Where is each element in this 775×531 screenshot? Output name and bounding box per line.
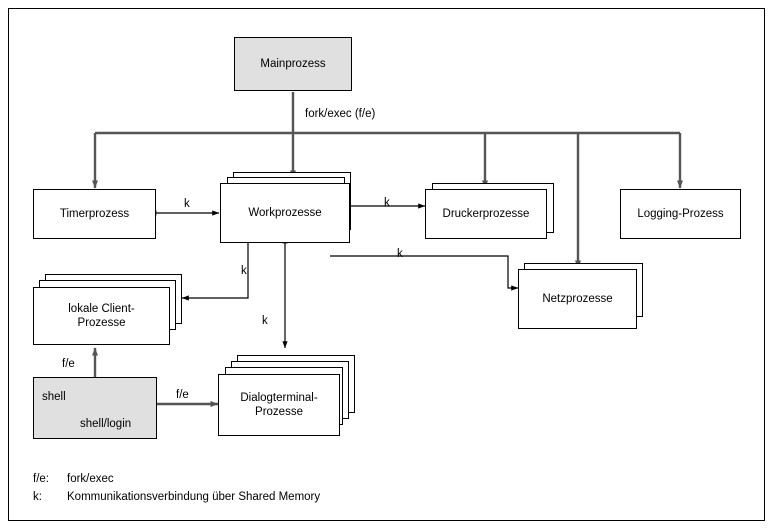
node-dialogterminal-prozesse <box>218 374 340 436</box>
node-druckerprozesse-label: Druckerprozesse <box>442 207 530 220</box>
edge-label-fe-shell-dialog: f/e <box>176 389 189 401</box>
node-lokale-client-prozesse <box>33 287 170 345</box>
node-mainprozess-label: Mainprozess <box>260 57 326 70</box>
legend-key-0: f/e: <box>33 473 49 485</box>
node-netzprozesse-label: Netzprozesse <box>542 292 613 305</box>
edge-label-k-work-clients: k <box>241 265 247 277</box>
node-shell-login-label: shell/login <box>80 418 132 430</box>
legend-key-1: k: <box>33 491 42 503</box>
edge-label-fe-shell-clients: f/e <box>62 358 75 370</box>
node-workprozesse <box>220 183 350 243</box>
legend-text-0: fork/exec <box>67 473 114 485</box>
edge-label-k-timer-work: k <box>184 198 190 210</box>
node-druckerprozesse <box>425 189 547 239</box>
edge-label-k-work-netz: k <box>397 248 403 260</box>
node-netzprozesse <box>518 269 637 329</box>
node-logging-prozess-label: Logging-Prozess <box>637 207 724 220</box>
node-logging-prozess <box>620 189 741 239</box>
node-dialogterminal-label-line1: Dialogterminal- <box>240 391 318 404</box>
diagram-frame <box>8 8 765 521</box>
node-shell-label: shell <box>42 391 66 403</box>
edge-label-k-work-dialog: k <box>262 315 268 327</box>
node-mainprozess <box>234 37 352 91</box>
node-workprozesse-label: Workprozesse <box>248 206 322 219</box>
node-lokale-client-prozesse-label-line2: Prozesse <box>77 317 126 329</box>
edge-label-k-work-drucker: k <box>384 197 390 209</box>
edge-label-fork-exec-main: fork/exec (f/e) <box>305 108 376 120</box>
node-lokale-client-prozesse-label-line1: lokale Client- <box>68 302 135 315</box>
node-dialogterminal-label-line2: Prozesse <box>255 406 303 418</box>
node-timerprozess-label: Timerprozess <box>59 207 130 220</box>
legend-text-1: Kommunikationsverbindung über Shared Memory <box>67 491 321 503</box>
node-timerprozess <box>33 189 156 239</box>
